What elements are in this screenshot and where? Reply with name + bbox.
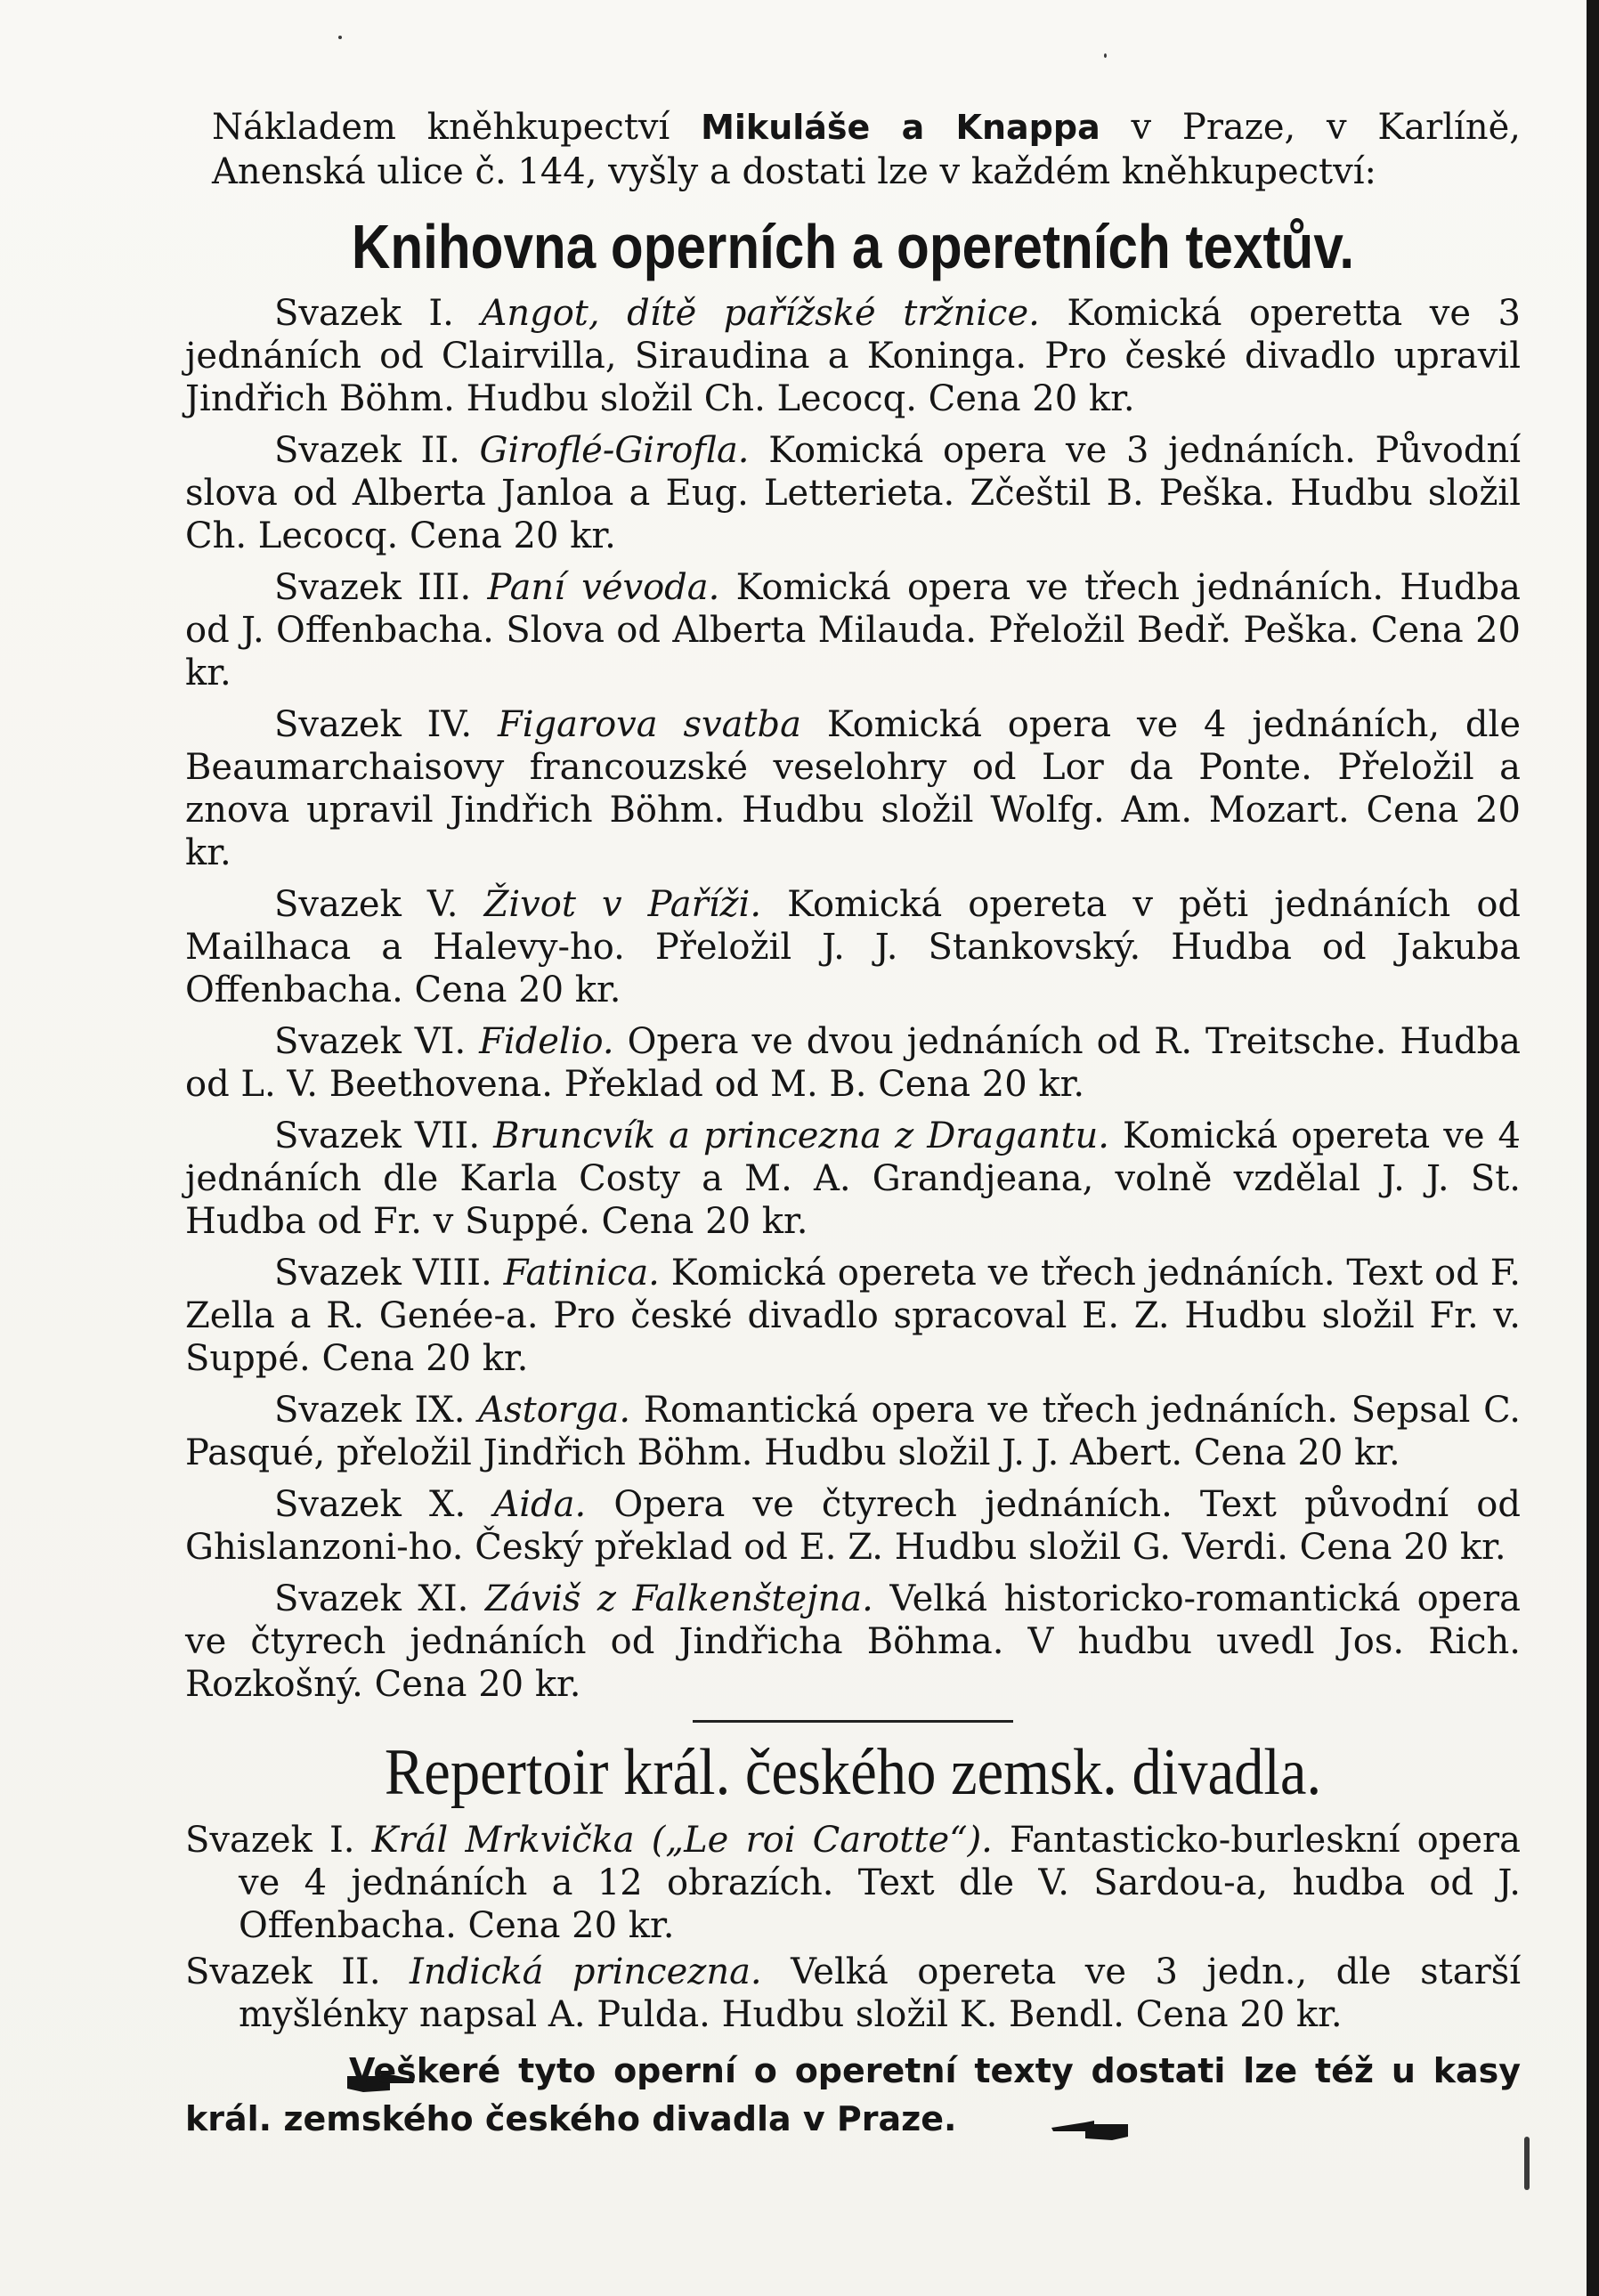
list-item bbox=[185, 1578, 1521, 1706]
entry-label: Svazek X. bbox=[274, 1484, 467, 1525]
list-item bbox=[185, 1951, 1521, 2036]
entry-desc: Komická opereta ve 4 jednáních dle Karla Costy a M. A. Grandjeana, volně vzdělal J. J. St. Hudba od Fr. v Suppé. Cena 20 kr. bbox=[185, 1116, 1522, 1242]
entry-desc: Komická opereta ve třech jednáních. Text od F. Zella a R. Genée-a. Pro české divadlo spracoval E. Z. Hudbu složil Fr. v. Suppé. Cena 20 kr. bbox=[185, 1253, 1521, 1379]
entry-label: Svazek V. bbox=[274, 884, 459, 925]
entry-label: Svazek IV. bbox=[274, 704, 473, 745]
section2-list bbox=[185, 1819, 1521, 2036]
list-item bbox=[185, 883, 1521, 1011]
entry-title: Astorga. bbox=[478, 1390, 631, 1431]
entry-desc: Romantická opera ve třech jednáních. Sepsal C. Pasqué, přeložil Jindřich Böhm. Hudbu složil J. J. Abert. Cena 20 kr. bbox=[185, 1390, 1522, 1473]
entry-title: Bruncvík a princezna z Dragantu. bbox=[493, 1116, 1110, 1156]
document-body bbox=[185, 105, 1521, 2177]
entry-desc: Komická opera ve 4 jednáních, dle Beaumarchaisovy francouzské veselohry od Lor da Ponte. Přeložil a znova upravil Jindřich Böhm. Hudbu složil Wolfg. Am. Mozart. Cena 20 kr. bbox=[185, 704, 1521, 873]
entry-label: Svazek XI. bbox=[274, 1578, 469, 1619]
entry-title: Angot, dítě pařížské tržnice. bbox=[481, 293, 1040, 334]
list-item bbox=[185, 292, 1521, 420]
list-item bbox=[185, 429, 1521, 557]
publisher-name: Mikuláše a Knappa bbox=[701, 108, 1100, 147]
entry-title: Fatinica. bbox=[503, 1253, 660, 1294]
entry-label: Svazek I. bbox=[185, 1820, 355, 1861]
publisher-intro bbox=[185, 105, 1521, 194]
list-item bbox=[185, 1115, 1521, 1243]
entry-desc: Velká opereta ve 3 jedn., dle starší myšlénky napsal A. Pulda. Hudbu složil K. Bendl. Cena 20 kr. bbox=[239, 1951, 1522, 2035]
entry-label: Svazek IX. bbox=[274, 1390, 466, 1431]
scan-speck bbox=[338, 36, 342, 39]
entry-label: Svazek II. bbox=[274, 430, 460, 471]
entry-label: Svazek II. bbox=[185, 1951, 381, 1992]
entry-desc: Komická opera ve 3 jednáních. Původní slova od Alberta Janloa a Eug. Letterieta. Zčeštil B. Peška. Hudbu složil Ch. Lecocq. Cena 20 kr. bbox=[185, 430, 1521, 556]
entry-title: Král Mrkvička („Le roi Carotte“). bbox=[371, 1820, 993, 1861]
intro-text-after: v Praze, v Karlíně, Anenská ulice č. 144, vyšly a dostati lze v každém kněhkupectví: bbox=[212, 107, 1521, 192]
pointing-hand-icon bbox=[970, 2108, 1050, 2135]
pointing-hand-icon bbox=[265, 2060, 337, 2087]
section2-title: Repertoir král. českého zemsk. divadla. bbox=[384, 1736, 1322, 1809]
entry-desc: Opera ve dvou jednáních od R. Treitsche. Hudba od L. V. Beethovena. Překlad od M. B. Cena 20 kr. bbox=[185, 1021, 1522, 1105]
entry-label: Svazek VI. bbox=[274, 1021, 467, 1062]
list-item bbox=[185, 1020, 1521, 1106]
entry-desc: Opera ve čtyrech jednáních. Text původní od Ghislanzoni-ho. Český překlad od E. Z. Hudbu složil G. Verdi. Cena 20 kr. bbox=[185, 1484, 1521, 1568]
section1-title: Knihovna operních a operetních textův. bbox=[351, 212, 1355, 281]
entry-label: Svazek VIII. bbox=[274, 1253, 492, 1294]
entry-title: Život v Paříži. bbox=[483, 884, 762, 925]
entry-title: Fidelio. bbox=[479, 1021, 614, 1062]
entry-title: Indická princezna. bbox=[410, 1951, 762, 1992]
list-item bbox=[185, 1819, 1521, 1947]
entry-desc: Fantasticko-burleskní opera ve 4 jednáních a 12 obrazích. Text dle V. Sardou-a, hudba od J. Offenbacha. Cena 20 kr. bbox=[239, 1820, 1521, 1946]
entry-title: Figarova svatba bbox=[497, 704, 801, 745]
availability-note bbox=[185, 2047, 1521, 2143]
entry-title: Aida. bbox=[493, 1484, 587, 1525]
entry-title: Giroflé-Girofla. bbox=[479, 430, 750, 471]
note-text: Veškeré tyto operní o operetní texty dostati lze též u kasy král. zemského českého divadla v Praze. bbox=[185, 2051, 1521, 2138]
list-item bbox=[185, 1389, 1521, 1474]
entry-label: Svazek I. bbox=[274, 293, 454, 334]
entry-desc: Velká historicko-romantická opera ve čtyrech jednáních od Jindřicha Böhma. V hudbu uvedl Jos. Rich. Rozkošný. Cena 20 kr. bbox=[185, 1578, 1521, 1705]
list-item bbox=[185, 703, 1521, 874]
entry-title: Záviš z Falkenštejna. bbox=[484, 1578, 873, 1619]
scan-edge bbox=[1587, 0, 1599, 2296]
list-item bbox=[185, 1483, 1521, 1569]
list-item bbox=[185, 1252, 1521, 1380]
section-divider bbox=[693, 1720, 1013, 1723]
entry-label: Svazek III. bbox=[274, 567, 472, 608]
entry-label: Svazek VII. bbox=[274, 1116, 481, 1156]
intro-text-before: Nákladem kněhkupectví bbox=[212, 107, 702, 148]
entry-desc: Komická opereta v pěti jednáních od Mailhaca a Halevy-ho. Přeložil J. J. Stankovský. Hudba od Jakuba Offenbacha. Cena 20 kr. bbox=[185, 884, 1522, 1010]
entry-desc: Komická opera ve třech jednáních. Hudba od J. Offenbacha. Slova od Alberta Milauda. Přeložil Bedř. Peška. Cena 20 kr. bbox=[185, 567, 1521, 694]
list-item bbox=[185, 566, 1521, 694]
section1-list bbox=[185, 292, 1521, 1706]
entry-title: Paní vévoda. bbox=[487, 567, 720, 608]
entry-desc: Komická operetta ve 3 jednáních od Clairvilla, Siraudina a Koninga. Pro české divadlo upravil Jindřich Böhm. Hudbu složil Ch. Lecocq. Cena 20 kr. bbox=[185, 293, 1522, 419]
scan-speck bbox=[1524, 2137, 1530, 2190]
scan-speck bbox=[1104, 53, 1107, 58]
